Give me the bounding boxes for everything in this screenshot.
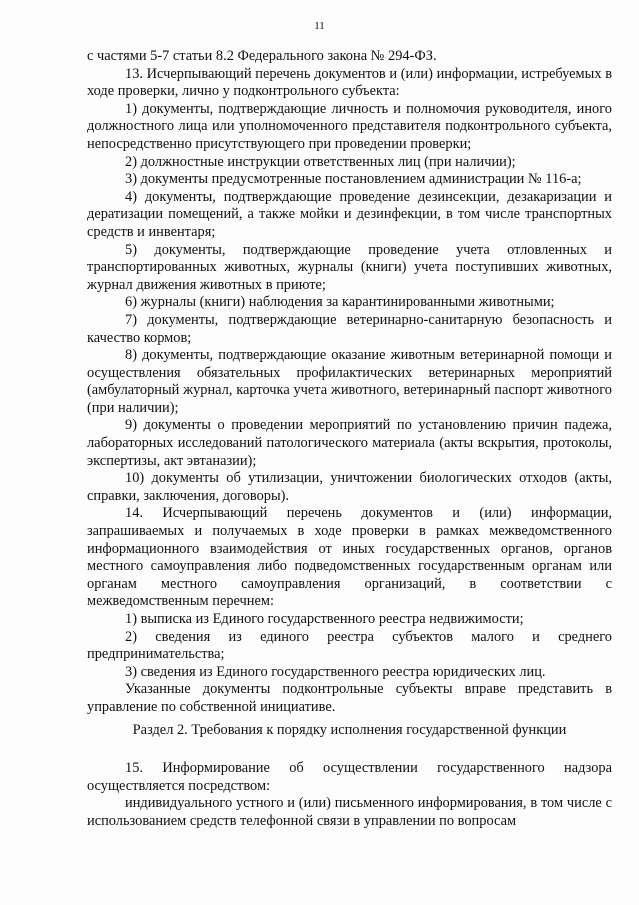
section-heading: Раздел 2. Требования к порядку исполнения государственной функции [132,722,567,738]
paragraph: Указанные документы подконтрольные субъекты вправе представить в управление по собственной инициативе. [87,681,612,715]
paragraph: 2) должностные инструкции ответственных лиц (при наличии); [125,153,516,170]
paragraph: 5) документы, подтверждающие проведение учета отловленных и транспортированных животных, журналы (книги) учета поступивших животных, журнал движения животных в приюте; [87,241,612,293]
page-number: 11 [314,20,325,32]
paragraph: 6) журналы (книги) наблюдения за карантинированными животными; [125,294,555,311]
paragraph: индивидуального устного и (или) письменного информирования, в том числе с использованием средств телефонной связи в управлении по вопросам [87,795,612,829]
paragraph: 15. Информирование об осуществлении государственного надзора осуществляется посредством: [87,760,612,794]
paragraph: 1) документы, подтверждающие личность и полномочия руководителя, иного должностного лица или уполномоченного представителя подконтрольного субъекта, непосредственно присутствующего при проведении проверки; [87,100,612,152]
paragraph: 3) сведения из Единого государственного реестра юридических лиц. [125,663,546,680]
paragraph: 14. Исчерпывающий перечень документов и (или) информации, запрашиваемых и получаемых в ходе проверки в рамках межведомственного информационного взаимодействия от иных государственных органов, органов местного самоуправления либо подведомственных государственным органам или органам местного самоуправления организаций, в соответствии с межведомственным перечнем: [87,505,612,610]
main-text-block [87,48,612,717]
paragraph: 7) документы, подтверждающие ветеринарно-санитарную безопасность и качество кормов; [87,311,612,346]
paragraph: 13. Исчерпывающий перечень документов и (или) информации, истребуемых в ходе проверки, лично у подконтрольного субъекта: [87,65,612,100]
paragraph: 8) документы, подтверждающие оказание животным ветеринарной помощи и осуществления обязательных профилактических ветеринарных мероприятий (амбулаторный журнал, карточка учета животного, ветеринарный паспорт животного (при наличии); [87,347,612,416]
paragraph: 2) сведения из единого реестра субъектов малого и среднего предпринимательства; [87,628,612,663]
paragraph: 1) выписка из Единого государственного реестра недвижимости; [125,611,524,627]
paragraph: 3) документы предусмотренные постановлением администрации № 116-а; [125,171,582,188]
paragraph: 10) документы об утилизации, уничтожении биологических отходов (акты, справки, заключения, договоры). [87,470,612,504]
paragraph: с частями 5-7 статьи 8.2 Федерального закона № 294-ФЗ. [87,48,437,64]
paragraph: 9) документы о проведении мероприятий по установлению причин падежа, лабораторных исследований патологического материала (акты вскрытия, протоколы, экспертизы, акт эвтаназии); [87,417,612,469]
section-text-block [87,760,612,830]
paragraph: 4) документы, подтверждающие проведение дезинсекции, дезакаризации и дератизации помещений, а также мойки и дезинфекции, в том числе транспортных средств и инвентаря; [87,188,612,240]
